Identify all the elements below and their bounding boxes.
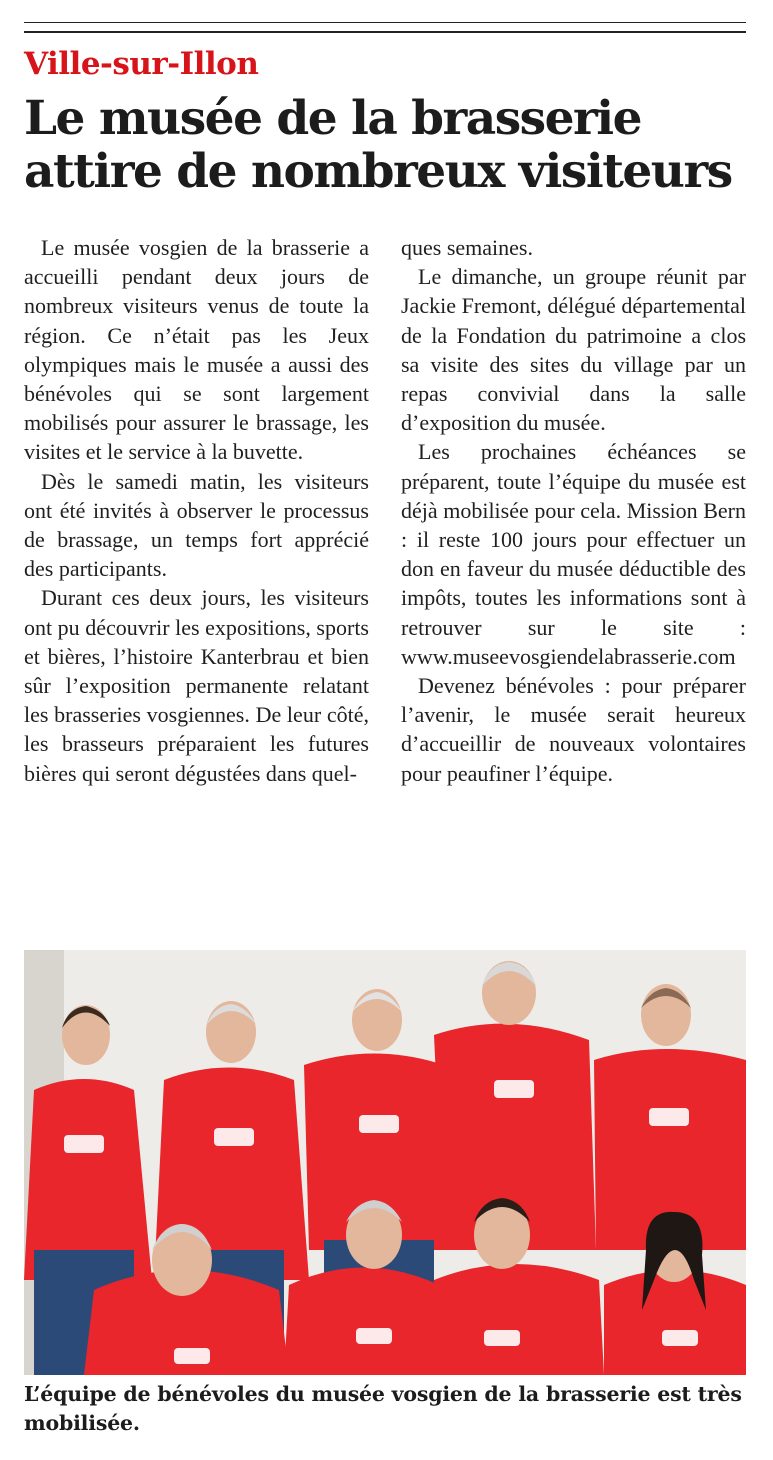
paragraph-1: Le musée vosgien de la brasserie a accueilli pendant deux jours de nombreux visiteurs venus de toute la région. Ce n’était pas les Jeux olympiques mais le musée a aussi des bénévoles qui se sont largement mobilisés pour assurer le brassage, les visites et le service à la buvette.: [24, 235, 369, 465]
top-rule: [24, 22, 746, 23]
photo-caption: L’équipe de bénévoles du musée vosgien de la brasserie est très mobilisée.: [24, 1382, 742, 1435]
article-column-left: [24, 233, 369, 788]
team-photo-illustration: [24, 950, 746, 1375]
headline-line-1: Le musée de la brasserie: [24, 91, 642, 146]
article-column-right: [401, 233, 746, 788]
paragraph-5: Les prochaines échéances se préparent, toute l’équipe du musée est déjà mobilisée pour cela. Mission Bern : il reste 100 jours pour effectuer un don en faveur du musée déductible des impôts, toutes les informations sont à retrouver sur le site : www.museevosgiendelabrasserie.com: [401, 439, 746, 669]
paragraph-3: Durant ces deux jours, les visiteurs ont pu découvrir les expositions, sports et bières, l’histoire Kanterbrau et bien sûr l’exposition permanente relatant les brasseries vosgiennes. De leur côté, les brasseurs préparaient les futures bières qui seront dégustées dans quel-: [24, 585, 369, 786]
kicker-location: Ville-sur-Illon: [24, 46, 259, 82]
headline-line-2: attire de nombreux visiteurs: [24, 144, 732, 199]
paragraph-6: Devenez bénévoles : pour préparer l’avenir, le musée serait heureux d’accueillir de nouveaux volontaires pour peaufiner l’équipe.: [401, 673, 746, 786]
team-photo: [24, 950, 746, 1375]
headline: [24, 92, 754, 198]
paragraph-3-continuation: ques semaines.: [401, 235, 533, 260]
paragraph-2: Dès le samedi matin, les visiteurs ont été invités à observer le processus de brassage, un temps fort apprécié des participants.: [24, 468, 369, 582]
top-rule-thick: [24, 31, 746, 33]
paragraph-4: Le dimanche, un groupe réunit par Jackie Fremont, délégué départemental de la Fondation du patrimoine a clos sa visite des sites du village par un repas convivial dans la salle d’exposition du musée.: [401, 264, 746, 436]
